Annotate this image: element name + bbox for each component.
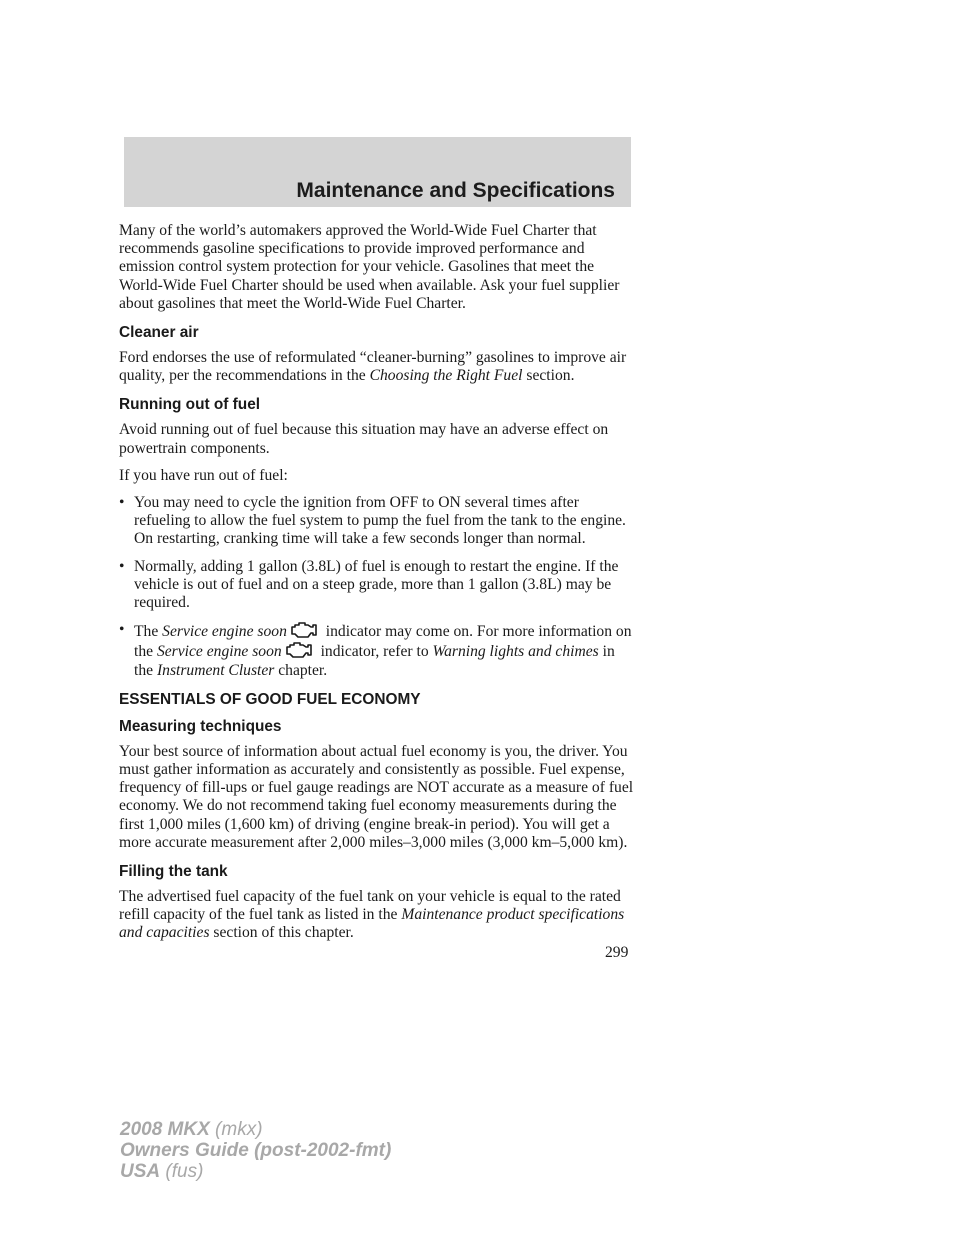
check-engine-icon xyxy=(284,641,314,659)
heading-essentials: ESSENTIALS OF GOOD FUEL ECONOMY xyxy=(119,690,421,708)
footer-market-code: (fus) xyxy=(160,1161,204,1182)
footer xyxy=(120,1119,391,1182)
footer-market: USA xyxy=(120,1161,161,1182)
cleaner-air-paragraph xyxy=(119,349,635,385)
footer-model-code: (mkx) xyxy=(209,1119,263,1140)
cross-reference: Warning lights and chimes xyxy=(432,643,599,661)
list-item-text: indicator may come on. For more information on the xyxy=(134,623,632,661)
check-engine-icon xyxy=(289,621,319,639)
list-item xyxy=(119,494,635,549)
page-content xyxy=(119,222,635,952)
cross-reference: Instrument Cluster xyxy=(156,661,275,679)
filling-text-end: section of this chapter. xyxy=(209,924,354,942)
bullet: • xyxy=(119,621,125,639)
heading-filling: Filling the tank xyxy=(119,863,228,881)
page-number: 299 xyxy=(605,944,629,961)
measuring-paragraph: Your best source of information about actual fuel economy is you, the driver. You must gather information as accurately and consistently as possible. Fuel expense, frequency of fill-ups or fuel gauge readings are NOT accurate as a measure of fuel economy. We do not recommend taking fuel economy measurements during the first 1,000 miles (1,600 km) of driving (engine break-in period). You will get a more accurate measurement after 2,000 miles–3,000 miles (3,000 km–5,000 km). xyxy=(119,742,634,851)
bullet: • xyxy=(119,494,125,512)
cross-reference: Maintenance product specifications and capacities xyxy=(119,906,625,942)
cleaner-air-text: Ford endorses the use of reformulated “cleaner-burning” gasolines to improve air quality, per the recommendations in the xyxy=(119,349,627,385)
section-header-band xyxy=(124,137,631,207)
filling-text: The advertised fuel capacity of the fuel tank on your vehicle is equal to the rated refill capacity of the fuel tank as listed in the xyxy=(119,888,621,924)
footer-line-1 xyxy=(120,1119,391,1140)
cross-reference: Choosing the Right Fuel xyxy=(369,367,523,385)
footer-model: 2008 MKX xyxy=(120,1119,210,1140)
intro-paragraph: Many of the world’s automakers approved the World-Wide Fuel Charter that recommends gasoline specifications to provide improved performance and emission control system protection for your vehicle. Gasolines that meet the World-Wide Fuel Charter should be used when available. Ask your fuel supplier about gasolines that meet the World-Wide Fuel Charter. xyxy=(119,222,620,312)
heading-cleaner-air: Cleaner air xyxy=(119,324,199,342)
list-item-text: in the xyxy=(134,643,615,679)
run-out-intro: If you have run out of fuel: xyxy=(119,466,288,484)
list-item-text: chapter. xyxy=(274,661,328,679)
heading-running-out: Running out of fuel xyxy=(119,396,261,414)
running-out-paragraph: Avoid running out of fuel because this situation may have an adverse effect on powertrain components. xyxy=(119,421,609,457)
list-item xyxy=(119,558,635,613)
footer-line-3 xyxy=(120,1161,391,1182)
list-item-text: The xyxy=(134,623,163,641)
heading-measuring: Measuring techniques xyxy=(119,717,282,735)
section-title: Maintenance and Specifications xyxy=(296,179,615,202)
footer-line-2: Owners Guide (post-2002-fmt) xyxy=(120,1140,392,1161)
list-item-text: indicator, refer to xyxy=(316,643,433,661)
cleaner-air-text-end: section. xyxy=(522,367,575,385)
list-item-text: You may need to cycle the ignition from OFF to ON several times after refueling to allow the fuel system to pump the fuel from the tank to the engine. On restarting, cranking time will take a few seconds longer than normal. xyxy=(134,494,626,548)
filling-paragraph xyxy=(119,888,635,943)
run-out-list xyxy=(119,494,635,680)
list-item xyxy=(119,621,635,680)
indicator-name: Service engine soon xyxy=(162,623,287,641)
indicator-name: Service engine soon xyxy=(156,643,282,661)
bullet: • xyxy=(119,557,125,575)
list-item-text: Normally, adding 1 gallon (3.8L) of fuel is enough to restart the engine. If the vehicle is out of fuel and on a steep grade, more than 1 gallon (3.8L) may be required. xyxy=(134,557,619,612)
